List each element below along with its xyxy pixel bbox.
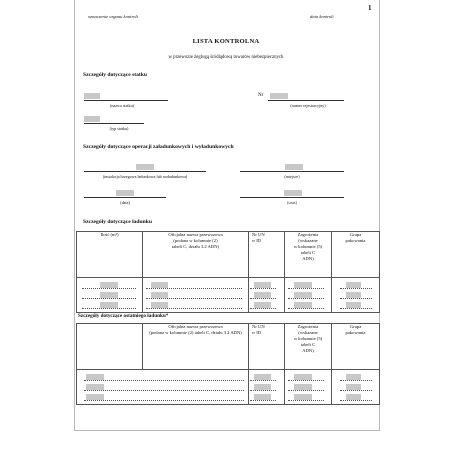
entry-dotted-line bbox=[146, 298, 242, 299]
entry-dotted-line bbox=[84, 380, 244, 381]
header-line: Ilość (m³) bbox=[100, 232, 119, 237]
entry-dotted-line bbox=[250, 288, 276, 289]
time-label: (czas) bbox=[287, 200, 297, 205]
registration-label: (numer rejestracyjny) bbox=[290, 103, 326, 108]
place-line bbox=[240, 171, 344, 172]
vessel-section-heading: Szczegóły dotyczące statku bbox=[83, 72, 148, 78]
vessel-name-redaction bbox=[84, 93, 100, 99]
header-line: tabeli C, działu 3.2 ADN) bbox=[171, 244, 220, 249]
entry-dotted-line bbox=[340, 390, 372, 391]
entry-dotted-line bbox=[146, 308, 242, 309]
vessel-type-label: (typ statku) bbox=[109, 126, 129, 131]
entry-dotted-line bbox=[250, 380, 276, 381]
header-line: Oficjalna nazwa przewozowa bbox=[168, 324, 223, 329]
nr-prefix: Nr bbox=[258, 93, 264, 98]
cargo-header-quantity bbox=[77, 232, 143, 278]
entry-dotted-line bbox=[146, 288, 242, 289]
entry-dotted-line bbox=[250, 390, 276, 391]
entry-dotted-line bbox=[340, 288, 372, 289]
entry-dotted-line bbox=[340, 308, 372, 309]
header-line: ADN) bbox=[302, 348, 314, 353]
entry-dotted-line bbox=[250, 400, 276, 401]
last-cargo-table bbox=[76, 323, 380, 405]
date-redaction bbox=[116, 190, 134, 196]
header-line: (podana w kolumnie (2) bbox=[173, 238, 218, 243]
cargo-header-un-number bbox=[249, 232, 285, 278]
entry-dotted-line bbox=[250, 298, 276, 299]
entry-dotted-line bbox=[82, 288, 136, 289]
entry-dotted-line bbox=[288, 390, 324, 391]
entry-dotted-line bbox=[288, 400, 324, 401]
entry-dotted-line bbox=[288, 298, 324, 299]
registration-line bbox=[268, 100, 344, 101]
installation-line bbox=[84, 171, 206, 172]
last-cargo-header-un-number bbox=[249, 324, 285, 370]
entry-dotted-line bbox=[84, 390, 244, 391]
document-title: LISTA KONTROLNA bbox=[192, 38, 260, 45]
header-line: (wskazane bbox=[298, 330, 318, 335]
entry-dotted-line bbox=[340, 380, 372, 381]
header-line: Grupa bbox=[349, 232, 362, 237]
date-line bbox=[84, 197, 166, 198]
cargo-table bbox=[76, 231, 380, 313]
header-line: tabeli C bbox=[300, 250, 316, 255]
operations-section-heading: Szczegóły dotyczące operacji załadunkowych i wyładunkowych bbox=[83, 144, 234, 150]
control-date-note: data kontroli bbox=[310, 14, 334, 19]
last-cargo-section-heading: Szczegóły dotyczące ostatniego ładunku* bbox=[78, 313, 169, 319]
header-line: tabeli C bbox=[300, 342, 316, 347]
header-line: Grupa bbox=[349, 324, 362, 329]
last-cargo-header-hazards bbox=[285, 324, 332, 370]
installation-redaction bbox=[136, 164, 154, 170]
entry-dotted-line bbox=[288, 308, 324, 309]
entry-dotted-line bbox=[82, 308, 136, 309]
header-line: (wskazane bbox=[298, 238, 318, 243]
entry-dotted-line bbox=[82, 298, 136, 299]
header-line: w kolumnie (5) bbox=[293, 336, 323, 341]
date-label: (data) bbox=[120, 200, 130, 205]
vessel-type-line bbox=[84, 123, 144, 124]
entry-dotted-line bbox=[340, 400, 372, 401]
entry-dotted-line bbox=[340, 298, 372, 299]
header-line: Nr UN bbox=[252, 324, 265, 329]
header-line: Nr UN bbox=[252, 232, 265, 237]
registration-redaction bbox=[270, 93, 288, 99]
last-cargo-header-blank bbox=[77, 324, 143, 370]
header-line: ADN) bbox=[302, 256, 314, 261]
last-cargo-header-shipping-name bbox=[143, 324, 249, 370]
entry-dotted-line bbox=[288, 288, 324, 289]
header-line: Oficjalna nazwa przewozowa bbox=[168, 232, 223, 237]
vessel-name-label: (nazwa statku) bbox=[110, 103, 134, 108]
cargo-section-heading: Szczegóły dotyczące ładunku bbox=[83, 219, 152, 225]
place-redaction bbox=[285, 164, 303, 170]
cargo-header-shipping-name bbox=[143, 232, 249, 278]
time-line bbox=[240, 197, 344, 198]
cargo-header-packing-group bbox=[332, 232, 380, 278]
entry-dotted-line bbox=[288, 380, 324, 381]
header-line: Zagrożenia bbox=[297, 232, 319, 237]
page-number: 1 bbox=[368, 4, 372, 12]
entry-dotted-line bbox=[84, 400, 244, 401]
place-label: (miejsce) bbox=[284, 174, 300, 179]
header-line: (podana w kolumnie (2) tabeli C, działu 3.2 ADN) bbox=[149, 330, 242, 335]
header-line: Zagrożenia bbox=[297, 324, 319, 329]
cargo-header-hazards bbox=[285, 232, 332, 278]
vessel-name-line bbox=[84, 100, 168, 101]
header-line: w kolumnie (5) bbox=[293, 244, 323, 249]
header-line: rr ID bbox=[252, 238, 262, 243]
time-redaction bbox=[284, 190, 302, 196]
last-cargo-header-packing-group bbox=[332, 324, 380, 370]
header-line: pakowania bbox=[345, 330, 366, 335]
document-subtitle: w przewozie żeglugą śródlądową towarów niebezpiecznych bbox=[168, 55, 284, 60]
installation-label: (instalacja brzegowa ładunkowa lub rozładunkowa) bbox=[102, 174, 188, 179]
header-line: rr ID bbox=[252, 330, 262, 335]
control-authority-note: oznaczenie organu kontroli bbox=[88, 14, 138, 19]
header-line: pakowania bbox=[345, 238, 366, 243]
entry-dotted-line bbox=[250, 308, 276, 309]
vessel-type-redaction bbox=[84, 116, 100, 122]
